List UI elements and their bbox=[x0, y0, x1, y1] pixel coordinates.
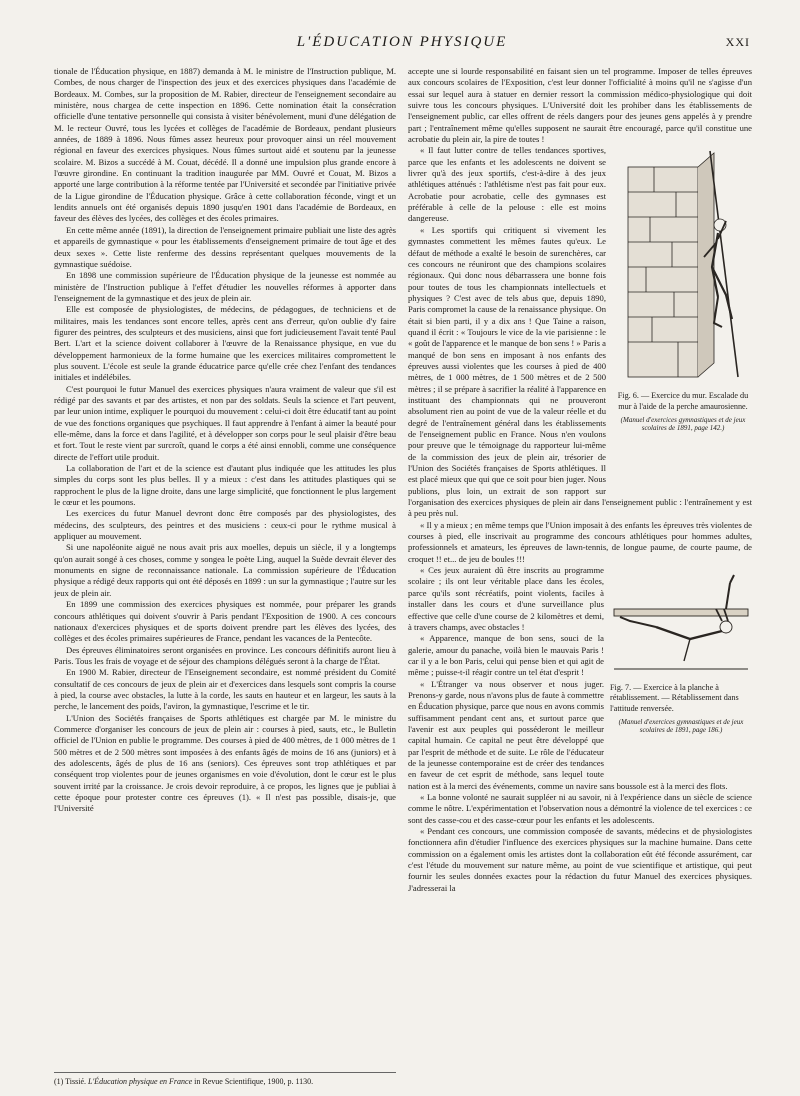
figure-6-caption: Fig. 6. — Exercice du mur. Escalade du mur à l'aide de la perche amaurosienne. bbox=[617, 391, 749, 411]
paragraph: Si une napoléonite aiguë ne nous avait pris aux moelles, depuis un siècle, il y a longtemps qu'on aurait songé à ces choses, comme y songea le poète Ling, auquel la Suède devrait élever des monuments en signe de reconnaissance nationale. La commission supérieure de l'Éducation physique a rédigé deux rapports qui ont été déposés en 1899 : un sur la gymnastique ; l'autre sur les jeux de plein air. bbox=[54, 542, 396, 598]
paragraph: La collaboration de l'art et de la science est d'autant plus indiquée que les attitudes les plus simples du corps sont les plus belles. Il y a mieux : c'est dans les attitudes plastiques qui se rapprochent le plus de la ligne droite, dans une large simplicité, que fonctionnent le plus largement le cœur et les poumons. bbox=[54, 463, 396, 508]
paragraph: « Apparence, manque de bon sens, souci de la galerie, amour du panache, voilà bien le mauvais Paris ! car il y a le bon Paris, celui qui pense bien et qui agit de même ; puisse-t-il réagir contre un tel état d'esprit ! bbox=[408, 633, 604, 678]
footnote-marker: (1) Tissié. bbox=[54, 1077, 87, 1086]
paragraph: « Il y a mieux ; en même temps que l'Union imposait à des enfants les épreuves très violentes de courses à pied, elle inscrivait au programme des concours athlétiques pour hommes adultes, professionnels et amateurs, les épreuves de lawn-tennis, de longue paume, de courte paume, de croquet !! et... de jeu de boules !!! bbox=[408, 519, 752, 564]
paragraph: En 1900 M. Rabier, directeur de l'Enseignement secondaire, est nommé président du Comité consultatif de ces concours de jeux de plein air et d'exercices dans lesquels sont compris la course à pied, la course avec obstacles, la lutte à la corde, les sauts en hauteur et en largeur, les sauts à la perche, le lancement des poids, l'aviron, la gymnastique, l'escrime et le tir. bbox=[54, 667, 396, 712]
right-column bbox=[408, 66, 752, 1066]
footnote-rest: in Revue Scientifique, 1900, p. 1130. bbox=[194, 1077, 314, 1086]
figure-7 bbox=[610, 569, 752, 775]
paragraph: accepte une si lourde responsabilité en faisant sien un tel programme. Imposer de telles épreuves aux concours scolaires de l'Exposition, c'est leur donner l'officialité à moins qu'il ne s'agisse d'un essai sur lequel aura à statuer en dernier ressort la commission médico-physiologique qui doit suivre tous les concours physiques. L'Université doit les prohiber dans les établissements de l'enseignement public, car elles offrent de réels dangers pour des jeunes gens appelés à y prendre part ; l'entraînement même qu'elles supposent ne saurait être encouragé, parce qu'il constitue une acrobatie du plein air, la pire de toutes ! bbox=[408, 66, 752, 145]
paragraph: En 1898 une commission supérieure de l'Éducation physique de la jeunesse est nommée au ministère de l'Instruction publique à l'effet d'étudier les nouvelles réformes à apporter dans l'enseignement de la gymnastique et des jeux de plein air. bbox=[54, 270, 396, 303]
plank-exercise-illustration bbox=[610, 569, 752, 679]
paragraph: Des épreuves éliminatoires seront organisées en province. Les concours définitifs auront lieu à Paris. Tous les frais de voyage et de séjour des champions délégués seront à la charge de l'État. bbox=[54, 644, 396, 666]
footnote bbox=[54, 1072, 396, 1087]
page-header bbox=[54, 34, 750, 52]
paragraph: tionale de l'Éducation physique, en 1887) demanda à M. le ministre de l'Instruction publique, M. Combes, de nous charger de l'inspection des jeux et des exercices physiques dans l'académie de Bordeaux. M. Combes, sur la proposition de M. Rabier, directeur de l'enseignement secondaire au ministère, nous chargea de cette inspection en 1896. Cette nomination était la consécration officielle d'une tentative personnelle qui consista à visiter bénévolement, muni d'une délégation de M. le recteur Ouvré, tous les lycées et collèges de l'académie de Bordeaux, pendant plusieurs années, de 1889 à 1896. Nous fûmes assez heureux pour provoquer ainsi un réel mouvement régional en faveur des exercices physiques. Nous fûmes surtout aidé et soutenu par la jeunesse scolaire. M. Bizos a succédé à M. Couat, décédé. Il a donné une impulsion plus grande encore à l'œuvre girondine. En continuant la tradition inaugurée par MM. Ouvré et Couat, M. Bizos a apporté une large contribution à la réforme tentée par l'Université et secondée par l'initiative privée de la Ligue girondine de l'Éducation physique. Grâce à cette collaboration féconde, vingt et un lendits annuels ont été organisés depuis 1890 jusqu'en 1901 dans l'académie de Bordeaux, en faveur des élèves des lycées, des collèges et des écoles primaires. bbox=[54, 66, 396, 224]
figure-6 bbox=[614, 147, 752, 483]
footnote-title: L'Éducation physique en France bbox=[88, 1077, 193, 1086]
paragraph: L'Union des Sociétés françaises de Sports athlétiques est chargée par M. le ministre du Commerce d'organiser les concours de jeux de plein air : courses à pied, sauts, etc., le Bulletin officiel de l'Union en publie le programme. Des courses à pied de 400 mètres, de 1 000 mètres de 1 500 mètres et de 2 500 mètres sont imposées à des enfants âgés de moins de 16 ans (juniors) et à des adolescents, âgés de plus de 16 ans (seniors). Ces épreuves sont trop athlétiques et par conséquent trop violentes pour de jeunes organismes en voie d'évolution, dont le cœur est le plus souvent irrité par la croissance. Je crois devoir reproduire, à ce propos, les lignes que je publiai à cette époque pour protester contre ces épreuves (1). « Il n'est pas possible, disais-je, que l'Université bbox=[54, 712, 396, 814]
paragraph: « La bonne volonté ne saurait suppléer ni au savoir, ni à l'expérience dans un siècle de science comme le nôtre. L'expérimentation et l'observation nous a démontré la violence de tel exercices : ce sont des casse-cou et des casse-cœur pour les enfants et les adolescents. bbox=[408, 792, 752, 825]
running-title: L'ÉDUCATION PHYSIQUE bbox=[296, 34, 508, 50]
paragraph: « Ces jeux auraient dû être inscrits au programme scolaire ; ils ont leur véritable place dans les écoles, parce qu'ils sont récréatifs, point violents, faciles à installer dans les cours et d'une surveillance plus effective que celle d'une course de 2 kilomètres et demi, à travers champs, avec obstacles ! bbox=[408, 565, 604, 632]
figure-7-caption: Fig. 7. — Exercice à la planche à rétablissement. — Rétablissement dans l'attitude renversée. bbox=[610, 683, 739, 713]
figure-6-source: (Manuel d'exercices gymnastiques et de jeux scolaires de 1891, page 142.) bbox=[620, 415, 746, 433]
paragraph: « Il faut lutter contre de telles tendances sportives, parce que les enfants et les adolescents ne doivent se livrer qu'à des jeux sportifs, c'est-à-dire à des jeux athlétiques atténués : l'athlétisme n'est pas fait pour eux. Acrobatie pour acrobatie, celle des gymnases est préférable à celle de la pelouse : elle est moins dangereuse. bbox=[408, 145, 606, 224]
paragraph: En cette même année (1891), la direction de l'enseignement primaire publiait une liste des agrès et appareils de gymnastique « pour les établissements d'enseignement primaire de tout âge et des deux sexes ». Cette liste renferme des dessins représentant quelques mouvements de la gymnastique suédoise. bbox=[54, 224, 396, 269]
paragraph: C'est pourquoi le futur Manuel des exercices physiques n'aura vraiment de valeur que s'il est rédigé par des savants et par des artistes, et non par des soldats. Seuls la science et l'art peuvent, par leur union intime, expliquer le pourquoi du mouvement : celui-ci doit être éducatif tant au point de vue des fonctions organiques que psychiques. Il faut apprendre à l'enfant à aimer la beauté pour elle-même, dans la force et dans l'agilité, et à développer son corps pour le seul plaisir d'être beau et fort. Tout le reste vient par surcroît, quand le corps a été ainsi ennobli, comme une conséquence directe de l'effort utile produit. bbox=[54, 383, 396, 462]
paragraph: Les exercices du futur Manuel devront donc être composés par des physiologistes, des médecins, des sculpteurs, des peintres et des musiciens : ceux-ci pour le rythme musical à appliquer au mouvement. bbox=[54, 508, 396, 542]
paragraph: « Les sportifs qui critiquent si vivement les gymnastes commettent les mêmes fautes qu'eux. Le défaut de méthode a exalté le besoin de surenchères, car ces concours ne réuniront que des champions scolaires régionaux. Qui donc nous débarrassera une bonne fois pour toutes de tous les championnats intellectuels et physiques ? C'est avec de tels abus que, depuis 1890, Paris compromet la cause de la renaissance physique. On était si bien parti, il y a dix ans ! Que Taine a raison, quand il écrit : « Toujours le vice de la vie parisienne : le « goût de l'apparence et le manque de bon sens ! » Paris a manqué de bon sens en imposant à nos enfants des épreuves aussi violentes que les courses à pied de 400 mètres, de 1 000 mètres, de 1 500 mètres et de 2 500 mètres ; il se prépare à sacrifier la réalité à l'apparence en instituant des championnats qui ne prouveront absolument rien au point de vue de la valeur réelle et du degré de l'entraînement général dans les établissements de l'enseignement public en France. Nous n'en voulons pour preuve que le témoignage du rapporteur lui-même de la commission des jeux de plein air, trésorier de l'Union des Sociétés françaises de Sports athlétiques. Il est placé mieux que qui que ce soit pour bien juger. Nous publions, plus loin, un extrait de son rapport sur l'organisation des exercices physiques de plein air dans l'enseignement public : l'entraînement y est à peu près nul. bbox=[408, 224, 752, 519]
paragraph: Elle est composée de physiologistes, de médecins, de pédagogues, de techniciens et de militaires, mais les tendances sont encore telles, après cent ans d'erreur, qu'on oublie d'y faire figurer des peintres, des sculpteurs et des musiciens, ainsi que fort judicieusement l'avait tenté Paul Bert. L'art et la science doivent collaborer à l'œuvre de la Renaissance physique, en vue du développement harmonieux de la forme humaine que les exercices militaires compromettent le plus souvent. L'école est seule la grande éducatrice parce qu'elle crée chez l'enfant des tendances initiales et indélébiles. bbox=[54, 304, 396, 383]
paragraph: « L'Étranger va nous observer et nous juger. Prenons-y garde, nous n'avons plus de faute à commettre en Éducation physique, parce que nous en avons commis suffisamment pendant cent ans, et surtout parce que l'avenir est aux peuples qui posséderont le meilleur capital humain. Ce capital ne peut être développé que par l'esprit de méthode et de suite. Le rôle de l'éducateur de la jeunesse contemporaine est de créer des tendances en faveur de cet esprit de méthode, sans lequel toute nation est à la merci des événements, comme un navire sans boussole est à la merci des flots. bbox=[408, 678, 728, 791]
left-column bbox=[54, 66, 396, 966]
paragraph: En 1899 une commission des exercices physiques est nommée, pour préparer les grands concours athlétiques qui doivent s'ouvrir à Paris pendant l'Exposition de 1900. A ces concours nationaux d'exercices physiques et de sports doivent prendre part les élèves des lycées, des collèges et des écoles primaires supérieures de France, pendant les vacances de la Pentecôte. bbox=[54, 599, 396, 644]
paragraph: « Pendant ces concours, une commission composée de savants, médecins et de physiologistes fonctionnera afin d'étudier l'influence des exercices physiques sur la machine humaine. Dans cette commission on a également omis les artistes dont la collaboration eût été féconde assurément, car c'est l'étude du mouvement sur nature même, au point de vue scientifique et artistique, qui peut fournir les seules données exactes pour la rédaction du futur Manuel des exercices physiques. J'adresserai la bbox=[408, 826, 752, 893]
page-number: XXI bbox=[725, 35, 750, 49]
figure-7-source: (Manuel d'exercices gymnastiques et de jeux scolaires de 1891, page 186.) bbox=[618, 717, 744, 735]
wall-climbing-illustration bbox=[614, 147, 752, 387]
